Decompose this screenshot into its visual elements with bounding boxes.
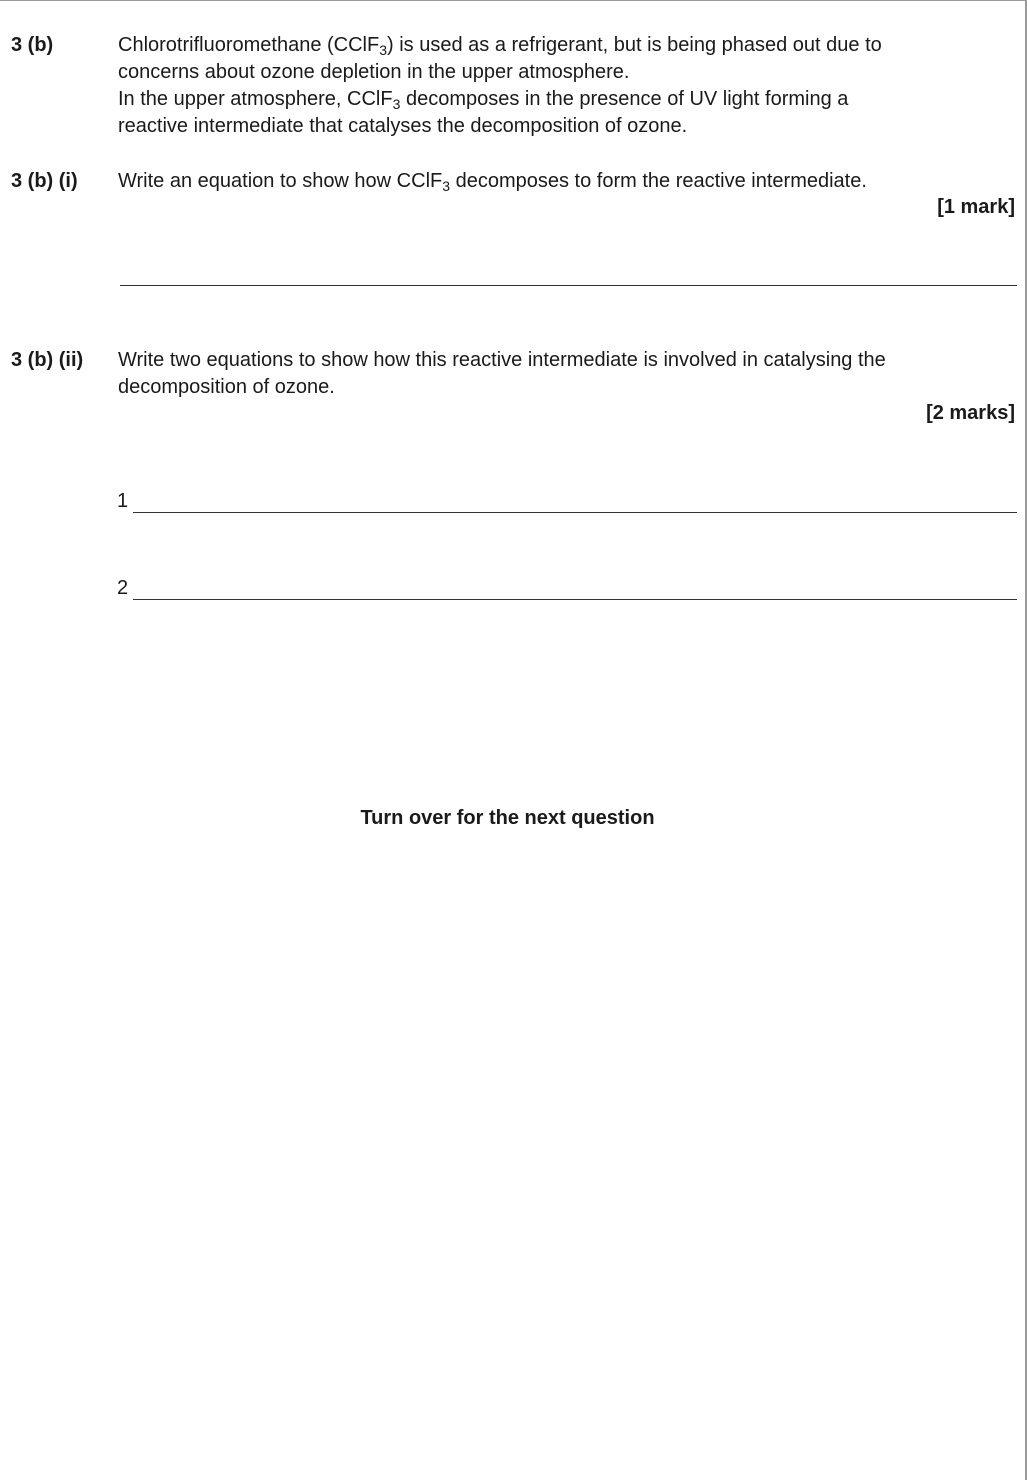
answer-line-3bii-1[interactable] [133, 512, 1017, 513]
question-3b-number: 3 (b) [11, 34, 54, 56]
question-3b-text [118, 32, 882, 140]
question-3bii-line-1: Write two equations to show how this reactive intermediate is involved in catalysing the [118, 349, 886, 371]
answer-line-3bi[interactable] [120, 285, 1017, 286]
answer-label-2: 2 [117, 577, 129, 599]
question-3bi-marks: [1 mark] [937, 196, 1015, 218]
answer-line-3bii-2[interactable] [133, 599, 1017, 600]
turn-over-note: Turn over for the next question [360, 807, 655, 829]
question-3bi-text: Write an equation to show how CClF$_3$ decomposes to form the reactive intermediate. [118, 170, 867, 194]
question-3b-line-4: reactive intermediate that catalyses the decomposition of ozone. [118, 115, 688, 137]
question-3b-line-1: Chlorotrifluoromethane (CClF$_3$) is used as a refrigerant, but is being phased out due to [118, 34, 882, 58]
question-3bii-line-2: decomposition of ozone. [118, 376, 335, 398]
question-3bi-number: 3 (b) (i) [11, 170, 78, 192]
answer-label-1: 1 [117, 490, 129, 512]
question-3bii-number: 3 (b) (ii) [11, 349, 84, 371]
page-border-top [0, 0, 1027, 1]
question-3b-line-3: In the upper atmosphere, CClF$_3$ decomposes in the presence of UV light forming a [118, 88, 849, 112]
question-3b-line-2: concerns about ozone depletion in the upper atmosphere. [118, 61, 630, 83]
question-3bii-text [118, 347, 886, 401]
question-3bii-marks: [2 marks] [926, 402, 1015, 424]
